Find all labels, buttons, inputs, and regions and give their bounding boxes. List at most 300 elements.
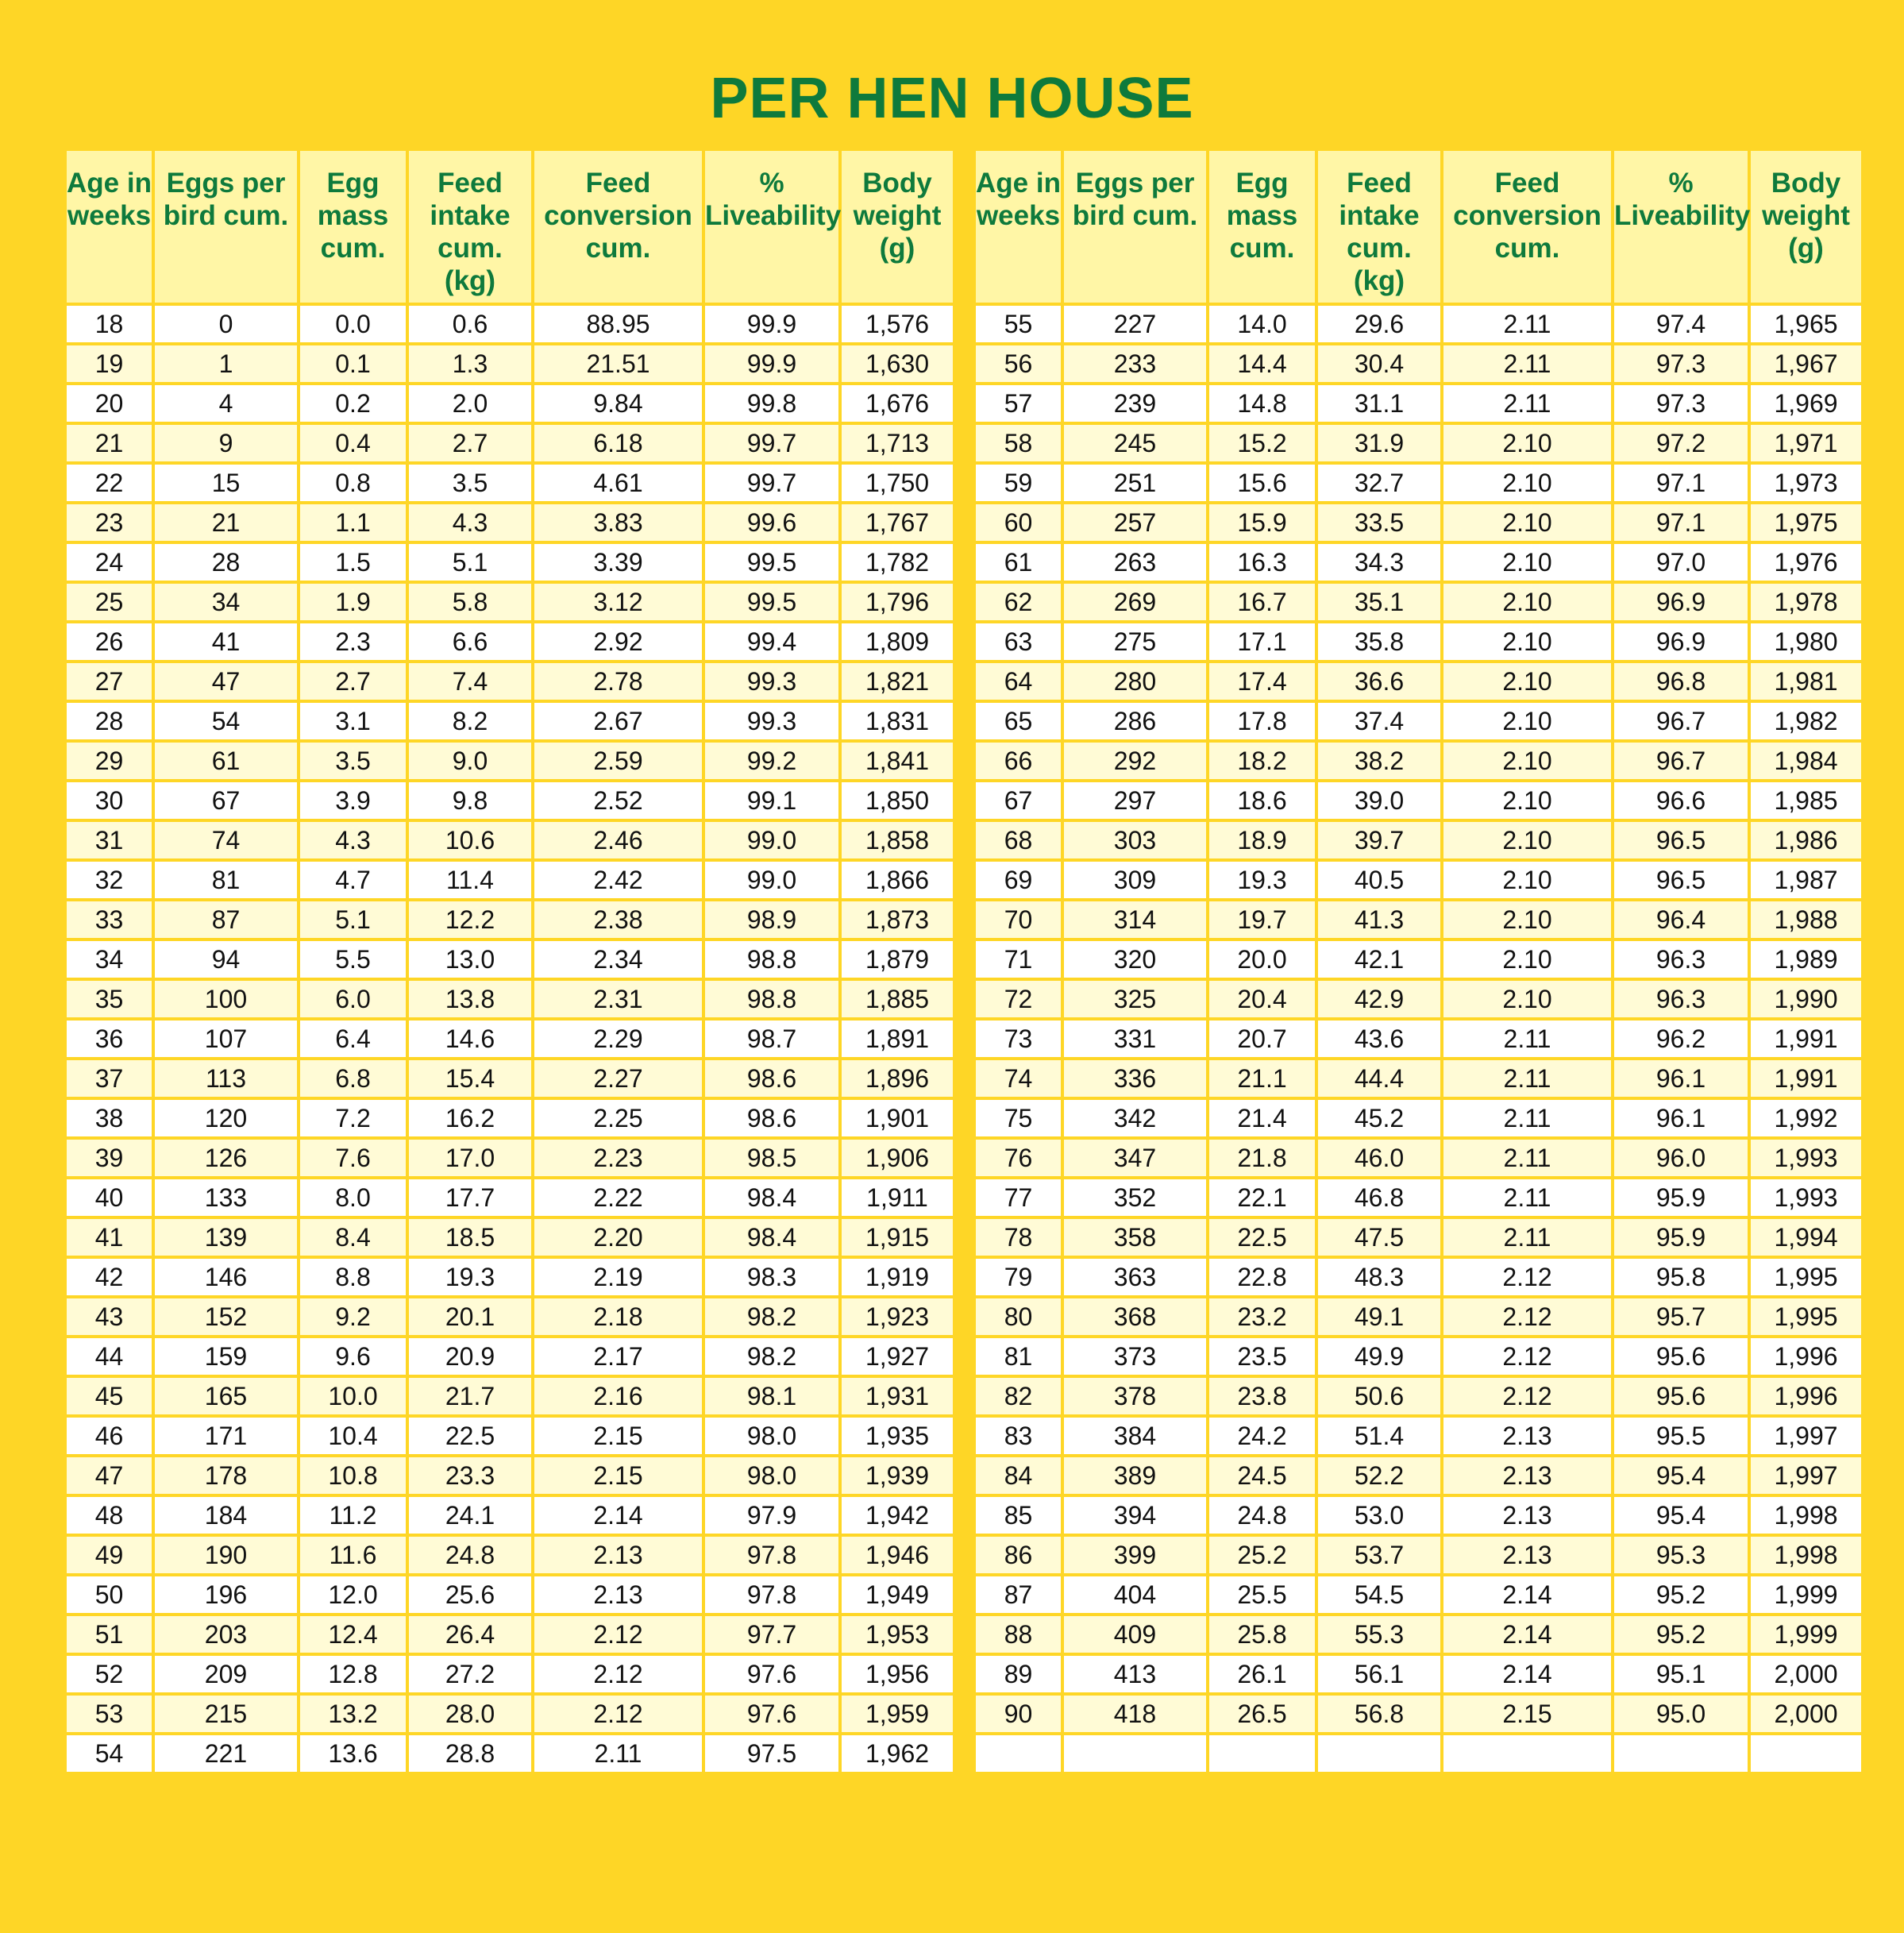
cell-body-weight: 1,630: [840, 344, 954, 384]
cell-liveability: 95.6: [1613, 1376, 1749, 1416]
cell-feed-intake: 54.5: [1316, 1575, 1442, 1615]
cell-feed-conversion: 2.15: [533, 1456, 703, 1495]
table-row: [65, 1297, 954, 1337]
cell-age: 35: [65, 979, 153, 1019]
cell-body-weight: 1,919: [840, 1257, 954, 1297]
cell-egg-mass: 18.9: [1208, 820, 1316, 860]
cell-feed-intake: 41.3: [1316, 900, 1442, 939]
cell-age: 89: [974, 1654, 1062, 1694]
cell-egg-mass: 24.2: [1208, 1416, 1316, 1456]
cell-liveability: 97.0: [1613, 542, 1749, 582]
cell-feed-intake: 9.8: [407, 781, 533, 820]
header-liveability: % Liveability: [1613, 149, 1749, 304]
cell-age: 88: [974, 1615, 1062, 1654]
cell-feed-conversion: 2.14: [1442, 1615, 1613, 1654]
cell-eggs: 107: [153, 1019, 299, 1059]
cell-eggs: 67: [153, 781, 299, 820]
cell-body-weight: 1,879: [840, 939, 954, 979]
cell-feed-intake: 14.6: [407, 1019, 533, 1059]
cell-eggs: 233: [1062, 344, 1208, 384]
cell-liveability: 95.5: [1613, 1416, 1749, 1456]
table-row: [65, 1456, 954, 1495]
cell-liveability: 98.0: [703, 1416, 840, 1456]
cell-age: 34: [65, 939, 153, 979]
cell-eggs: 394: [1062, 1495, 1208, 1535]
cell-feed-conversion: 2.10: [1442, 542, 1613, 582]
cell-liveability: 96.3: [1613, 939, 1749, 979]
cell-feed-conversion: 2.13: [1442, 1535, 1613, 1575]
cell-liveability: 99.3: [703, 662, 840, 701]
cell-feed-conversion: 2.13: [1442, 1456, 1613, 1495]
cell-feed-conversion: 2.12: [533, 1615, 703, 1654]
cell-feed-conversion: 3.12: [533, 582, 703, 622]
cell-eggs: 257: [1062, 503, 1208, 542]
cell-body-weight: 1,991: [1749, 1019, 1863, 1059]
cell-feed-conversion: 2.78: [533, 662, 703, 701]
cell-egg-mass: 20.7: [1208, 1019, 1316, 1059]
cell-egg-mass: 6.8: [299, 1059, 407, 1098]
cell-egg-mass: 18.2: [1208, 741, 1316, 781]
table-row: [974, 781, 1863, 820]
cell-eggs: 342: [1062, 1098, 1208, 1138]
cell-body-weight: 1,986: [1749, 820, 1863, 860]
cell-feed-conversion: 2.38: [533, 900, 703, 939]
cell-feed-conversion: 2.34: [533, 939, 703, 979]
cell-liveability: 96.3: [1613, 979, 1749, 1019]
cell-feed-conversion: 2.10: [1442, 820, 1613, 860]
cell-liveability: 96.4: [1613, 900, 1749, 939]
cell-eggs: 336: [1062, 1059, 1208, 1098]
table-row: [974, 860, 1863, 900]
cell-liveability: 95.8: [1613, 1257, 1749, 1297]
table-row: [65, 1337, 954, 1376]
cell-liveability: 97.6: [703, 1694, 840, 1734]
cell-body-weight: 1,809: [840, 622, 954, 662]
cell-feed-conversion: 2.10: [1442, 503, 1613, 542]
table-row: [65, 1376, 954, 1416]
cell-eggs: 94: [153, 939, 299, 979]
cell-eggs: 275: [1062, 622, 1208, 662]
cell-liveability: 96.5: [1613, 820, 1749, 860]
table-row: [974, 820, 1863, 860]
cell-eggs: 1: [153, 344, 299, 384]
cell-egg-mass: 12.8: [299, 1654, 407, 1694]
cell-liveability: 97.1: [1613, 463, 1749, 503]
cell-egg-mass: 12.0: [299, 1575, 407, 1615]
cell-egg-mass: 3.5: [299, 741, 407, 781]
cell-liveability: 96.2: [1613, 1019, 1749, 1059]
cell-body-weight: 1,981: [1749, 662, 1863, 701]
cell-age: 71: [974, 939, 1062, 979]
cell-liveability: 96.5: [1613, 860, 1749, 900]
cell-age: 75: [974, 1098, 1062, 1138]
cell-feed-intake: 9.0: [407, 741, 533, 781]
cell-eggs: 100: [153, 979, 299, 1019]
cell-liveability: 97.3: [1613, 344, 1749, 384]
cell-egg-mass: 19.7: [1208, 900, 1316, 939]
cell-feed-intake: 35.8: [1316, 622, 1442, 662]
cell-feed-conversion: 9.84: [533, 384, 703, 423]
table-row: [974, 1535, 1863, 1575]
cell-eggs: 352: [1062, 1178, 1208, 1217]
cell-feed-conversion: [1442, 1734, 1613, 1773]
cell-egg-mass: 11.2: [299, 1495, 407, 1535]
cell-feed-conversion: 2.92: [533, 622, 703, 662]
cell-egg-mass: 1.9: [299, 582, 407, 622]
cell-feed-intake: 10.6: [407, 820, 533, 860]
cell-body-weight: 1,995: [1749, 1257, 1863, 1297]
cell-age: 39: [65, 1138, 153, 1178]
cell-liveability: 95.2: [1613, 1615, 1749, 1654]
cell-eggs: 245: [1062, 423, 1208, 463]
cell-feed-intake: 13.0: [407, 939, 533, 979]
cell-body-weight: 1,998: [1749, 1495, 1863, 1535]
cell-liveability: 99.5: [703, 542, 840, 582]
cell-liveability: 97.6: [703, 1654, 840, 1694]
cell-body-weight: 1,989: [1749, 939, 1863, 979]
table-row: [65, 1138, 954, 1178]
cell-feed-conversion: 4.61: [533, 463, 703, 503]
cell-egg-mass: 0.8: [299, 463, 407, 503]
cell-feed-intake: 11.4: [407, 860, 533, 900]
cell-liveability: 96.6: [1613, 781, 1749, 820]
cell-body-weight: 1,901: [840, 1098, 954, 1138]
cell-eggs: 378: [1062, 1376, 1208, 1416]
table-row: [65, 503, 954, 542]
cell-feed-intake: 42.1: [1316, 939, 1442, 979]
cell-feed-conversion: 88.95: [533, 304, 703, 344]
cell-body-weight: 1,984: [1749, 741, 1863, 781]
cell-egg-mass: 21.1: [1208, 1059, 1316, 1098]
cell-feed-conversion: 2.12: [533, 1654, 703, 1694]
cell-body-weight: 1,713: [840, 423, 954, 463]
cell-liveability: 99.7: [703, 463, 840, 503]
cell-egg-mass: 3.9: [299, 781, 407, 820]
table-row: [974, 1694, 1863, 1734]
cell-eggs: 196: [153, 1575, 299, 1615]
table-row: [974, 542, 1863, 582]
cell-eggs: 171: [153, 1416, 299, 1456]
table-row: [65, 1535, 954, 1575]
cell-egg-mass: 6.4: [299, 1019, 407, 1059]
cell-liveability: 95.2: [1613, 1575, 1749, 1615]
table-row: [65, 781, 954, 820]
cell-body-weight: 1,969: [1749, 384, 1863, 423]
table-row: [65, 1575, 954, 1615]
cell-feed-intake: 18.5: [407, 1217, 533, 1257]
cell-liveability: 98.7: [703, 1019, 840, 1059]
cell-feed-conversion: 2.12: [1442, 1257, 1613, 1297]
table-row: [974, 1297, 1863, 1337]
cell-feed-conversion: 2.13: [1442, 1416, 1613, 1456]
cell-body-weight: 2,000: [1749, 1654, 1863, 1694]
cell-feed-conversion: 2.59: [533, 741, 703, 781]
table-row: [65, 662, 954, 701]
cell-feed-intake: 53.7: [1316, 1535, 1442, 1575]
cell-age: 46: [65, 1416, 153, 1456]
cell-body-weight: 1,906: [840, 1138, 954, 1178]
cell-body-weight: 1,942: [840, 1495, 954, 1535]
cell-eggs: 209: [153, 1654, 299, 1694]
cell-feed-conversion: 2.17: [533, 1337, 703, 1376]
cell-body-weight: 1,997: [1749, 1416, 1863, 1456]
cell-feed-conversion: 2.10: [1442, 939, 1613, 979]
cell-feed-intake: 34.3: [1316, 542, 1442, 582]
cell-liveability: 99.0: [703, 860, 840, 900]
cell-egg-mass: 5.5: [299, 939, 407, 979]
cell-feed-conversion: 2.10: [1442, 741, 1613, 781]
cell-eggs: 286: [1062, 701, 1208, 741]
cell-age: 73: [974, 1019, 1062, 1059]
cell-body-weight: 1,956: [840, 1654, 954, 1694]
cell-egg-mass: 13.2: [299, 1694, 407, 1734]
cell-liveability: 96.1: [1613, 1098, 1749, 1138]
cell-body-weight: 1,841: [840, 741, 954, 781]
cell-feed-conversion: 2.13: [1442, 1495, 1613, 1535]
cell-body-weight: 1,796: [840, 582, 954, 622]
table-row: [65, 900, 954, 939]
cell-egg-mass: 9.6: [299, 1337, 407, 1376]
cell-liveability: 99.7: [703, 423, 840, 463]
cell-liveability: 95.3: [1613, 1535, 1749, 1575]
cell-age: 28: [65, 701, 153, 741]
cell-body-weight: 1,939: [840, 1456, 954, 1495]
cell-age: 32: [65, 860, 153, 900]
cell-eggs: 399: [1062, 1535, 1208, 1575]
table-row: [65, 701, 954, 741]
cell-body-weight: 1,953: [840, 1615, 954, 1654]
cell-age: 55: [974, 304, 1062, 344]
table-row: [65, 741, 954, 781]
cell-body-weight: 1,982: [1749, 701, 1863, 741]
cell-age: 20: [65, 384, 153, 423]
cell-age: 44: [65, 1337, 153, 1376]
table-row: [974, 1059, 1863, 1098]
cell-egg-mass: 22.1: [1208, 1178, 1316, 1217]
cell-age: 23: [65, 503, 153, 542]
cell-egg-mass: 26.5: [1208, 1694, 1316, 1734]
cell-body-weight: 1,885: [840, 979, 954, 1019]
cell-egg-mass: 13.6: [299, 1734, 407, 1773]
cell-feed-conversion: 2.22: [533, 1178, 703, 1217]
cell-egg-mass: 7.6: [299, 1138, 407, 1178]
cell-eggs: 152: [153, 1297, 299, 1337]
cell-age: 21: [65, 423, 153, 463]
cell-age: 30: [65, 781, 153, 820]
cell-feed-intake: 5.1: [407, 542, 533, 582]
cell-eggs: 418: [1062, 1694, 1208, 1734]
cell-eggs: 41: [153, 622, 299, 662]
cell-age: 79: [974, 1257, 1062, 1297]
cell-eggs: 325: [1062, 979, 1208, 1019]
cell-liveability: 98.2: [703, 1337, 840, 1376]
cell-age: 37: [65, 1059, 153, 1098]
cell-feed-conversion: 2.10: [1442, 900, 1613, 939]
cell-body-weight: 1,985: [1749, 781, 1863, 820]
cell-age: 19: [65, 344, 153, 384]
cell-feed-conversion: 2.10: [1442, 463, 1613, 503]
cell-age: 43: [65, 1297, 153, 1337]
cell-liveability: 95.9: [1613, 1217, 1749, 1257]
cell-eggs: 303: [1062, 820, 1208, 860]
header-liveability: % Liveability: [703, 149, 840, 304]
cell-body-weight: 1,676: [840, 384, 954, 423]
cell-feed-intake: 4.3: [407, 503, 533, 542]
cell-liveability: 98.0: [703, 1456, 840, 1495]
cell-body-weight: 1,891: [840, 1019, 954, 1059]
header-feed-conversion: Feed conversion cum.: [1442, 149, 1613, 304]
cell-liveability: 97.5: [703, 1734, 840, 1773]
cell-egg-mass: 8.0: [299, 1178, 407, 1217]
cell-feed-conversion: 2.10: [1442, 662, 1613, 701]
table-row: [65, 1178, 954, 1217]
cell-feed-conversion: 2.10: [1442, 582, 1613, 622]
cell-body-weight: 1,923: [840, 1297, 954, 1337]
table-row: [974, 1456, 1863, 1495]
cell-liveability: 97.9: [703, 1495, 840, 1535]
table-row: [65, 344, 954, 384]
cell-liveability: 99.2: [703, 741, 840, 781]
cell-feed-conversion: 2.10: [1442, 860, 1613, 900]
header-row: [65, 149, 954, 304]
cell-liveability: 97.1: [1613, 503, 1749, 542]
cell-age: 57: [974, 384, 1062, 423]
cell-feed-conversion: 2.12: [1442, 1337, 1613, 1376]
cell-feed-conversion: 6.18: [533, 423, 703, 463]
cell-feed-intake: 40.5: [1316, 860, 1442, 900]
cell-egg-mass: 14.4: [1208, 344, 1316, 384]
cell-body-weight: 1,767: [840, 503, 954, 542]
cell-feed-intake: 8.2: [407, 701, 533, 741]
cell-age: 47: [65, 1456, 153, 1495]
cell-age: 84: [974, 1456, 1062, 1495]
cell-age: 86: [974, 1535, 1062, 1575]
cell-liveability: 99.9: [703, 344, 840, 384]
cell-feed-intake: 43.6: [1316, 1019, 1442, 1059]
cell-body-weight: 1,935: [840, 1416, 954, 1456]
cell-feed-conversion: 2.11: [1442, 384, 1613, 423]
cell-body-weight: 1,896: [840, 1059, 954, 1098]
cell-feed-conversion: 2.10: [1442, 423, 1613, 463]
table-row: [65, 939, 954, 979]
cell-feed-conversion: 2.20: [533, 1217, 703, 1257]
cell-age: 41: [65, 1217, 153, 1257]
cell-eggs: 21: [153, 503, 299, 542]
cell-eggs: 404: [1062, 1575, 1208, 1615]
table-row: [974, 1337, 1863, 1376]
cell-feed-intake: 35.1: [1316, 582, 1442, 622]
table-row: [65, 1654, 954, 1694]
cell-egg-mass: 15.2: [1208, 423, 1316, 463]
cell-age: 67: [974, 781, 1062, 820]
cell-eggs: 227: [1062, 304, 1208, 344]
cell-egg-mass: 14.8: [1208, 384, 1316, 423]
cell-age: 36: [65, 1019, 153, 1059]
cell-body-weight: 1,949: [840, 1575, 954, 1615]
cell-age: 33: [65, 900, 153, 939]
cell-body-weight: 2,000: [1749, 1694, 1863, 1734]
cell-eggs: 269: [1062, 582, 1208, 622]
cell-eggs: 215: [153, 1694, 299, 1734]
cell-body-weight: 1,978: [1749, 582, 1863, 622]
cell-feed-conversion: 2.23: [533, 1138, 703, 1178]
table-row: [65, 1059, 954, 1098]
cell-eggs: 54: [153, 701, 299, 741]
cell-age: 80: [974, 1297, 1062, 1337]
table-row: [974, 1019, 1863, 1059]
cell-feed-conversion: 2.14: [1442, 1575, 1613, 1615]
cell-body-weight: 1,962: [840, 1734, 954, 1773]
table-row: [65, 423, 954, 463]
cell-liveability: 96.9: [1613, 582, 1749, 622]
cell-feed-intake: 47.5: [1316, 1217, 1442, 1257]
cell-body-weight: 1,996: [1749, 1337, 1863, 1376]
table-row: [65, 860, 954, 900]
cell-feed-conversion: 2.10: [1442, 979, 1613, 1019]
cell-feed-intake: 39.7: [1316, 820, 1442, 860]
cell-age: 42: [65, 1257, 153, 1297]
cell-age: 90: [974, 1694, 1062, 1734]
cell-liveability: 99.4: [703, 622, 840, 662]
cell-eggs: [1062, 1734, 1208, 1773]
header-egg-mass: Egg mass cum.: [1208, 149, 1316, 304]
cell-feed-intake: [1316, 1734, 1442, 1773]
cell-age: 60: [974, 503, 1062, 542]
cell-feed-conversion: 2.67: [533, 701, 703, 741]
table-row: [974, 939, 1863, 979]
cell-egg-mass: 16.3: [1208, 542, 1316, 582]
cell-egg-mass: 0.0: [299, 304, 407, 344]
cell-feed-intake: 22.5: [407, 1416, 533, 1456]
cell-egg-mass: 6.0: [299, 979, 407, 1019]
cell-egg-mass: 25.2: [1208, 1535, 1316, 1575]
cell-eggs: 280: [1062, 662, 1208, 701]
cell-liveability: 96.1: [1613, 1059, 1749, 1098]
cell-feed-intake: 3.5: [407, 463, 533, 503]
cell-age: [974, 1734, 1062, 1773]
table-row: [974, 662, 1863, 701]
cell-feed-intake: 1.3: [407, 344, 533, 384]
cell-eggs: 190: [153, 1535, 299, 1575]
table-row: [974, 1615, 1863, 1654]
cell-eggs: 9: [153, 423, 299, 463]
cell-body-weight: 1,999: [1749, 1575, 1863, 1615]
cell-body-weight: 1,975: [1749, 503, 1863, 542]
cell-feed-intake: 13.8: [407, 979, 533, 1019]
cell-feed-intake: 20.1: [407, 1297, 533, 1337]
cell-feed-intake: 33.5: [1316, 503, 1442, 542]
cell-eggs: 34: [153, 582, 299, 622]
cell-liveability: 96.0: [1613, 1138, 1749, 1178]
cell-liveability: [1613, 1734, 1749, 1773]
cell-feed-intake: 23.3: [407, 1456, 533, 1495]
cell-age: 59: [974, 463, 1062, 503]
cell-age: 29: [65, 741, 153, 781]
cell-body-weight: 1,997: [1749, 1456, 1863, 1495]
cell-liveability: 98.5: [703, 1138, 840, 1178]
cell-eggs: 251: [1062, 463, 1208, 503]
cell-egg-mass: 1.1: [299, 503, 407, 542]
cell-liveability: 96.9: [1613, 622, 1749, 662]
cell-egg-mass: 17.4: [1208, 662, 1316, 701]
cell-liveability: 98.3: [703, 1257, 840, 1297]
cell-feed-intake: 49.9: [1316, 1337, 1442, 1376]
cell-feed-intake: 53.0: [1316, 1495, 1442, 1535]
cell-feed-conversion: 2.10: [1442, 781, 1613, 820]
cell-liveability: 97.7: [703, 1615, 840, 1654]
cell-liveability: 98.4: [703, 1217, 840, 1257]
cell-liveability: 95.4: [1613, 1456, 1749, 1495]
